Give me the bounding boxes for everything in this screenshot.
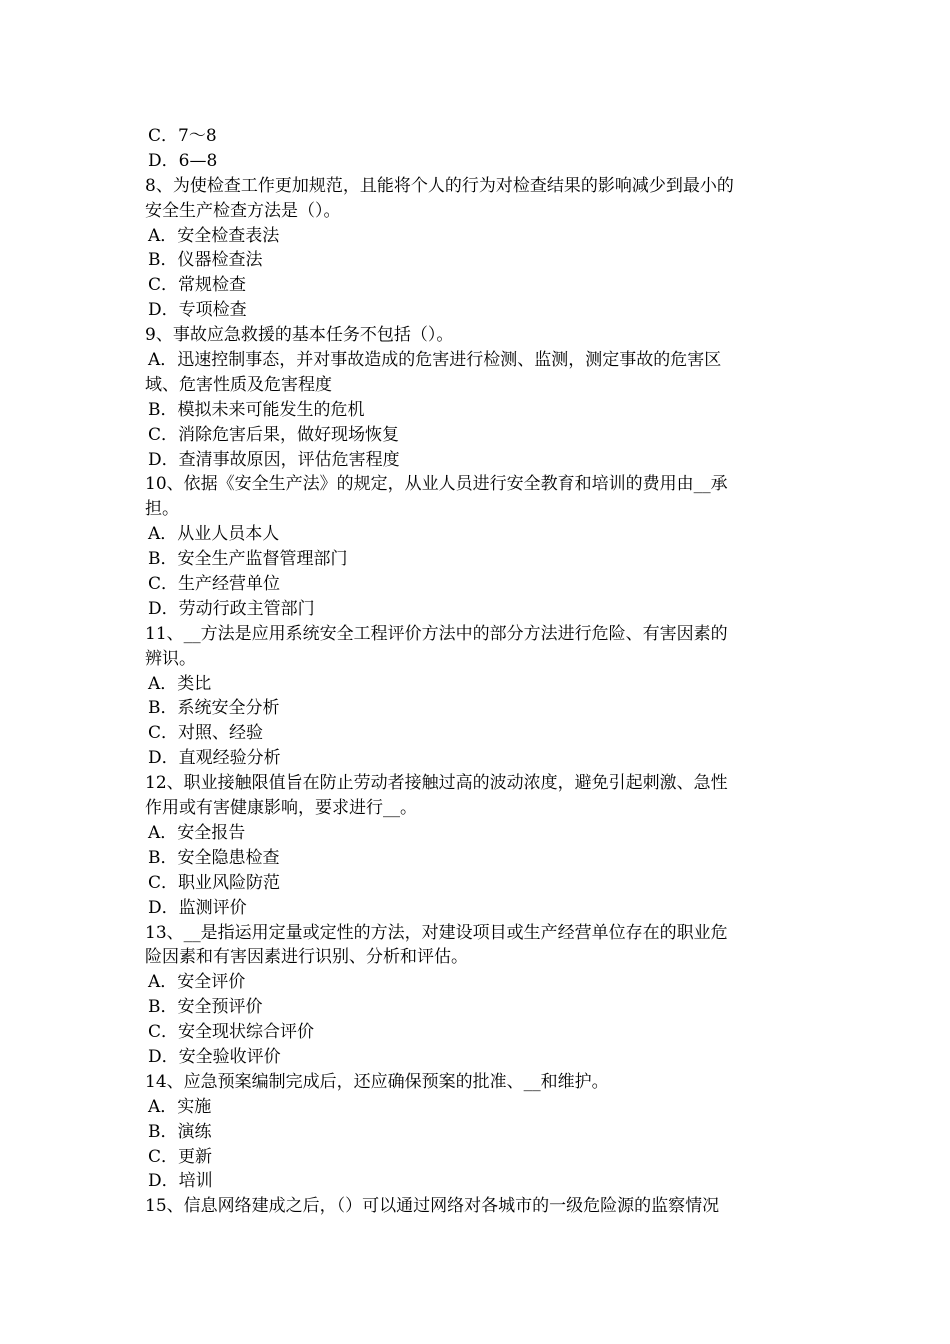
answer-option-line: C．生产经营单位 <box>148 574 281 595</box>
answer-option-line: A．迅速控制事态，并对事故造成的危害进行检测、监测，测定事故的危害区 <box>148 350 722 371</box>
question-text-line: 安全生产检查方法是（）。 <box>145 200 341 221</box>
answer-option-line: D．安全验收评价 <box>148 1046 281 1067</box>
question-text-line: 8、为使检查工作更加规范，且能将个人的行为对检查结果的影响减少到最小的 <box>145 175 734 196</box>
answer-option-line: D．劳动行政主管部门 <box>148 598 315 619</box>
answer-option-line: B．模拟未来可能发生的危机 <box>148 399 365 420</box>
answer-option-line: C．7～8 <box>148 126 217 146</box>
answer-option-line: D．查清事故原因，评估危害程度 <box>148 449 400 470</box>
answer-option-line: C．对照、经验 <box>148 723 264 744</box>
question-text-line: 11、__方法是应用系统安全工程评价方法中的部分方法进行危险、有害因素的 <box>145 623 728 644</box>
question-text-line: 10、依据《安全生产法》的规定，从业人员进行安全教育和培训的费用由__承 <box>145 474 728 495</box>
answer-option-line: A．安全检查表法 <box>148 225 280 246</box>
answer-option-line: C．安全现状综合评价 <box>148 1022 315 1043</box>
answer-option-line: B．演练 <box>148 1121 212 1142</box>
question-text-line: 9、事故应急救援的基本任务不包括（）。 <box>145 325 454 346</box>
answer-option-line: C．常规检查 <box>148 275 247 296</box>
question-text-line: 担。 <box>145 499 179 520</box>
answer-option-line: A．从业人员本人 <box>148 524 280 545</box>
answer-option-line: A．安全评价 <box>148 972 246 993</box>
question-text-line: 15、信息网络建成之后，（）可以通过网络对各城市的一级危险源的监察情况 <box>145 1196 720 1217</box>
question-text-line: 作用或有害健康影响，要求进行__。 <box>145 798 417 819</box>
answer-option-line: D．专项检查 <box>148 300 247 321</box>
answer-option-line: B．安全预评价 <box>148 997 263 1018</box>
answer-option-line: B．系统安全分析 <box>148 698 280 719</box>
answer-option-line: B．安全生产监督管理部门 <box>148 549 348 570</box>
answer-option-line: C．职业风险防范 <box>148 872 281 893</box>
question-text-line: 14、应急预案编制完成后，还应确保预案的批准、__和维护。 <box>145 1071 609 1092</box>
question-text-line: 13、__是指运用定量或定性的方法，对建设项目或生产经营单位存在的职业危 <box>145 922 728 943</box>
answer-option-line: B．仪器检查法 <box>148 250 263 271</box>
answer-option-line: D．6—8 <box>148 150 218 171</box>
answer-option-line: C．消除危害后果，做好现场恢复 <box>148 424 400 445</box>
question-text-line: 域、危害性质及危害程度 <box>145 374 332 395</box>
question-text-line: 辨识。 <box>145 648 196 669</box>
answer-option-line: B．安全隐患检查 <box>148 847 280 868</box>
answer-option-line: D．培训 <box>148 1171 213 1192</box>
answer-option-line: A．类比 <box>148 673 212 694</box>
answer-option-line: A．实施 <box>148 1096 212 1117</box>
answer-option-line: C．更新 <box>148 1146 213 1167</box>
answer-option-line: D．直观经验分析 <box>148 748 281 769</box>
answer-option-line: A．安全报告 <box>148 822 246 843</box>
answer-option-line: D．监测评价 <box>148 897 247 918</box>
question-text-line: 12、职业接触限值旨在防止劳动者接触过高的波动浓度，避免引起刺激、急性 <box>145 773 728 794</box>
question-text-line: 险因素和有害因素进行识别、分析和评估。 <box>145 947 468 968</box>
document-page <box>145 124 807 1219</box>
